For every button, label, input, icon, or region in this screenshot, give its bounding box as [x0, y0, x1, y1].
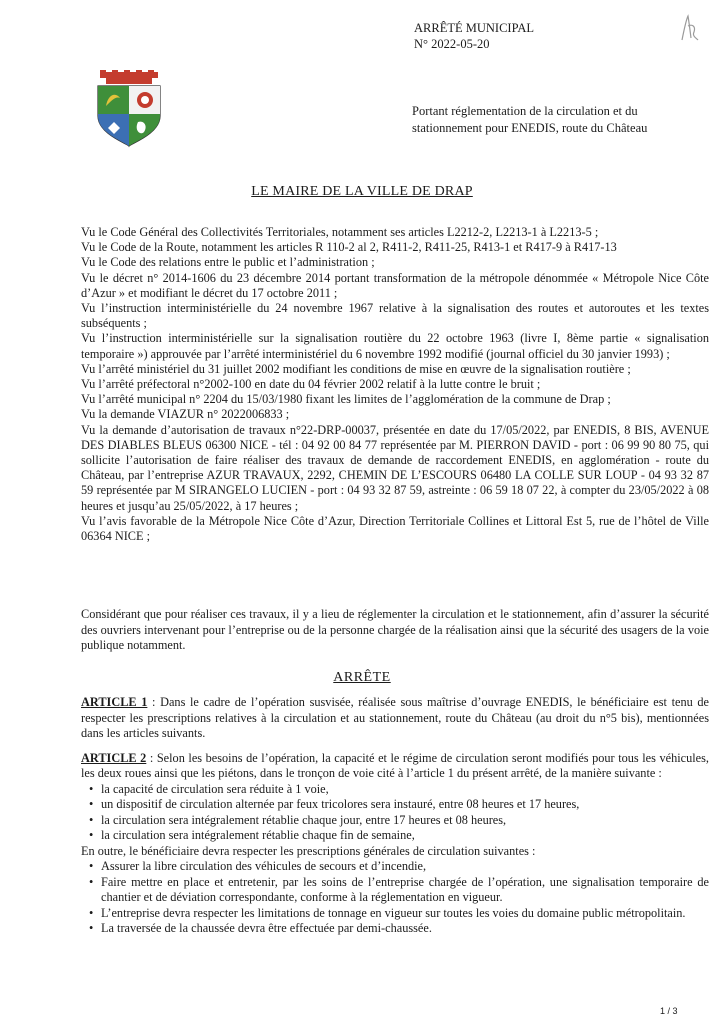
town-crest-icon: [90, 70, 170, 148]
initials-mark-icon: [674, 12, 704, 44]
list-item: • la capacité de circulation sera réduite à 1 voie,: [93, 782, 709, 798]
reference-paragraph: Vu la demande d’autorisation de travaux n°22-DRP-00037, présentée en date du 17/05/2022, par ENEDIS, 8 BIS, AVENUE DES DIABLES BLEUS 06300 NICE - tél : 04 92 00 84 77 représentée par M. PIERRON DAVID - port : 06 99 90 80 75, qui sollicite l’autorisation de faire réaliser des travaux de demande de raccordement ENEDIS, en agglomération - route du Château, par l’entreprise AZUR TRAVAUX, 2292, CHEMIN DE L’ESCOURS 06480 LA COLLE SUR LOUP - 04 93 32 87 59 représentée par M SIRANGELO LUCIEN - port : 04 93 32 87 59, astreinte : 06 59 18 07 22, à compter du 23/05/2022 à 08 heures et jusqu’au 25/05/2022, à 17 heures ;: [81, 422, 709, 513]
articles-section: [81, 695, 709, 937]
reference-paragraph: Vu le Code Général des Collectivités Territoriales, notamment ses articles L2212-2, L2213-1 à L2213-5 ;: [81, 225, 599, 239]
reference-paragraph: Vu le décret n° 2014-1606 du 23 décembre 2014 portant transformation de la métropole dénommée « Métropole Nice Côte d’Azur » et modifiant le décret du 17 octobre 2011 ;: [81, 270, 709, 300]
considering-paragraph: Considérant que pour réaliser ces travaux, il y a lieu de réglementer la circulation et le stationnement, afin d’assurer la sécurité des ouvriers intervenant pour l’entreprise ou de la personne chargée de la réalisation ainsi que la sécurité des usagers de la voie publique notamment.: [81, 607, 709, 652]
decides-heading: ARRÊTE: [333, 670, 391, 685]
list-item: • un dispositif de circulation alternée par feux tricolores sera instauré, entre 08 heures et 17 heures,: [93, 797, 709, 813]
decree-subject: Portant réglementation de la circulation et du stationnement pour ENEDIS, route du Château: [412, 104, 648, 135]
reference-paragraph: Vu le Code de la Route, notamment les articles R 110-2 al 2, R411-2, R411-25, R413-1 et R417-9 à R417-13: [81, 240, 617, 255]
decree-number: N° 2022-05-20: [414, 37, 490, 51]
list-item: • Faire mettre en place et entretenir, par les soins de l’entreprise chargée de l’opération, une signalisation temporaire de chantier et de déviation correspondante, conforme à la réglementation en vigueur.: [93, 875, 709, 906]
decree-reference: [414, 20, 534, 52]
article-2-title: ARTICLE 2: [81, 750, 147, 765]
article-1: [81, 695, 709, 742]
article-2: [81, 751, 709, 782]
article-1-title: ARTICLE 1: [81, 695, 148, 709]
reference-paragraph: Vu l’instruction interministérielle sur la signalisation routière du 22 octobre 1963 (livre I, 8ème partie « signalisation temporaire ») approuvée par l’arrêté interministériel du 6 novembre 1992 modifié (journal officiel du 30 janvier 1993) ;: [81, 331, 709, 361]
reference-paragraph: Vu l’arrêté ministériel du 31 juillet 2002 modifiant les conditions de mise en œuvre de la signalisation routière ;: [81, 361, 631, 376]
list-item: • la circulation sera intégralement rétablie chaque fin de semaine,: [93, 828, 709, 844]
list-item: • Assurer la libre circulation des véhicules de secours et d’incendie,: [93, 859, 709, 875]
article-1-text: : Dans le cadre de l’opération susvisée, réalisée sous maîtrise d’ouvrage ENEDIS, le bénéficiaire est tenu de respecter les prescriptions relatives à la circulation et au stationnement, route du Château (au droit du n°5 bis), mentionnées dans les articles suivants.: [81, 695, 709, 740]
legal-references: [81, 225, 709, 544]
article-2-text: : Selon les besoins de l’opération, la capacité et le régime de circulation seront modifiés pour tous les véhicules, les deux roues ainsi que les piétons, dans le tronçon de voie cité à l’article 1 du présent arrêté, de la manière suivante :: [81, 750, 709, 780]
list-item: • La traversée de la chaussée devra être effectuée par demi-chaussée.: [93, 921, 709, 937]
reference-paragraph: Vu l’avis favorable de la Métropole Nice Côte d’Azur, Direction Territoriale Collines et Littoral Est 5, rue de l’hôtel de Ville 06364 NICE ;: [81, 513, 709, 544]
issuer-heading: LE MAIRE DE LA VILLE DE DRAP: [251, 184, 473, 199]
general-prescriptions-list: [81, 859, 709, 937]
reference-paragraph: Vu l’arrêté municipal n° 2204 du 15/03/1980 fixant les limites de l’agglomération de la commune de Drap ;: [81, 392, 611, 407]
reference-paragraph: Vu le Code des relations entre le public et l’administration ;: [81, 255, 375, 270]
reference-paragraph: Vu la demande VIAZUR n° 2022006833 ;: [81, 407, 290, 422]
general-prescriptions-intro: En outre, le bénéficiaire devra respecter les prescriptions générales de circulation suivantes :: [81, 843, 536, 858]
decree-title: ARRÊTÉ MUNICIPAL: [414, 21, 535, 35]
list-item: • la circulation sera intégralement rétablie chaque jour, entre 17 heures et 08 heures,: [93, 813, 709, 829]
list-item: • L’entreprise devra respecter les limitations de tonnage en vigueur sur toutes les voies du domaine public métropolitain.: [93, 906, 709, 922]
reference-paragraph: Vu l’instruction interministérielle du 24 novembre 1967 relative à la signalisation des routes et autoroutes et les textes subséquents ;: [81, 301, 709, 331]
page-number: 1 / 3: [660, 1006, 678, 1016]
circulation-measures-list: [81, 782, 709, 844]
reference-paragraph: Vu l’arrêté préfectoral n°2002-100 en date du 04 février 2002 relatif à la lutte contre le bruit ;: [81, 377, 541, 392]
